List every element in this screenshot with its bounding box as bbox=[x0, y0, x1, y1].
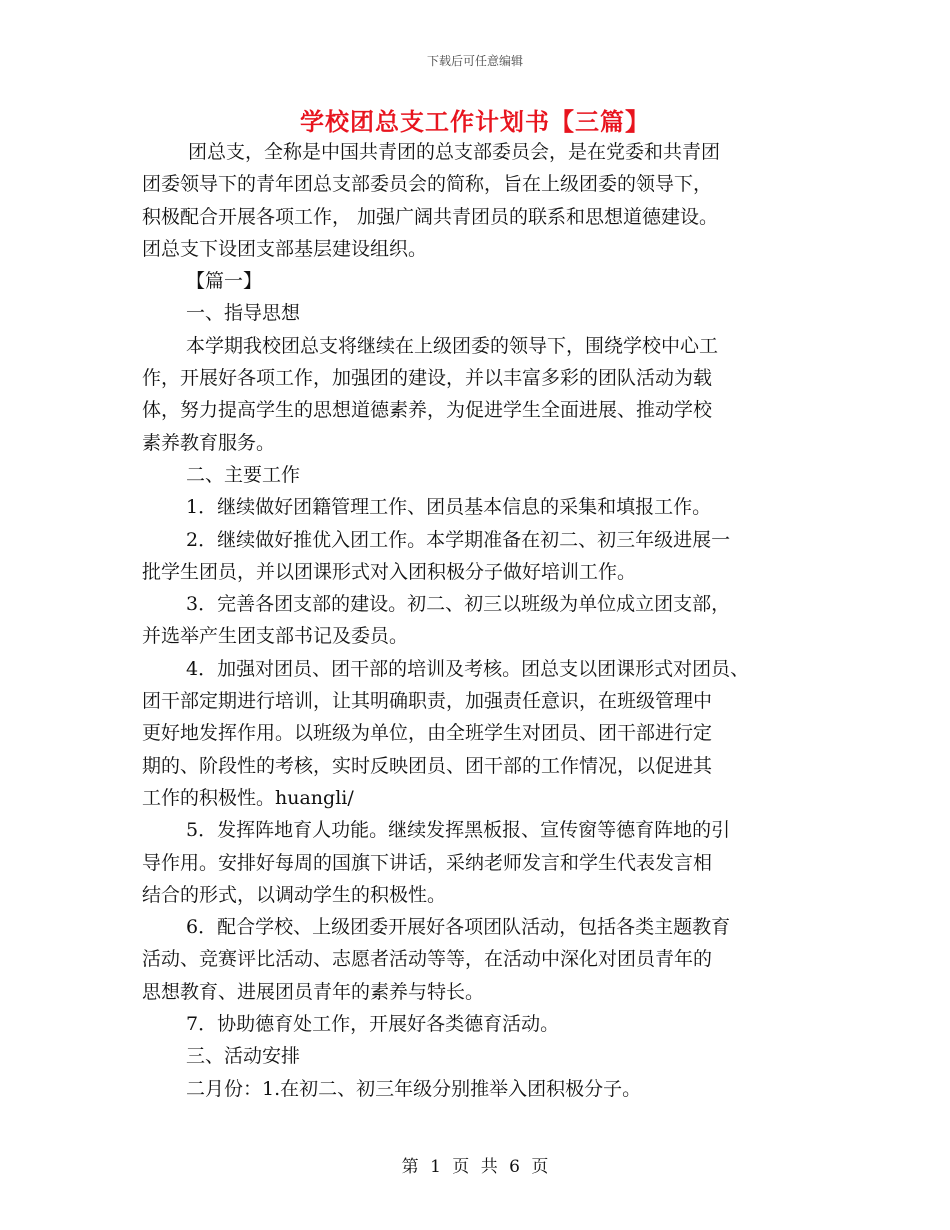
text-line: 作，开展好各项工作，加强团的建设，并以丰富多彩的团队活动为载 bbox=[142, 367, 713, 390]
footer-prefix: 第 bbox=[401, 1157, 419, 1177]
text-line: 团总支下设团支部基层建设组织。 bbox=[142, 237, 428, 260]
page-header: 下载后可任意编辑 bbox=[426, 54, 523, 68]
footer-suffix: 页 bbox=[531, 1157, 549, 1177]
text-line: 7．协助德育处工作，开展好各类德育活动。 bbox=[186, 1013, 560, 1036]
text-line: 更好地发挥作用。以班级为单位，由全班学生对团员、团干部进行定 bbox=[142, 722, 713, 745]
footer-total-word: 共 bbox=[480, 1157, 498, 1177]
text-line: 6．配合学校、上级团委开展好各项团队活动，包括各类主题教育 bbox=[186, 916, 731, 939]
text-line: 【篇一】 bbox=[186, 270, 263, 293]
text-line: 工作的积极性。huangli/ bbox=[142, 786, 354, 809]
text-line: 结合的形式，以调动学生的积极性。 bbox=[142, 883, 447, 906]
text-line: 1．继续做好团籍管理工作、团员基本信息的采集和填报工作。 bbox=[186, 496, 712, 519]
text-line: 三、活动安排 bbox=[186, 1045, 301, 1068]
text-line: 批学生团员，并以团课形式对入团积极分子做好培训工作。 bbox=[142, 560, 637, 583]
text-line: 4．加强对团员、团干部的培训及考核。团总支以团课形式对团员、 bbox=[186, 657, 750, 680]
text-line: 活动、竞赛评比活动、志愿者活动等等，在活动中深化对团员青年的 bbox=[142, 948, 713, 971]
text-line: 团干部定期进行培训，让其明确职责，加强责任意识，在班级管理中 bbox=[142, 690, 713, 713]
text-line: 素养教育服务。 bbox=[142, 431, 276, 454]
text-line: 体，努力提高学生的思想道德素养，为促进学生全面进展、推动学校 bbox=[142, 399, 713, 422]
text-line: 5．发挥阵地育人功能。继续发挥黑板报、宣传窗等德育阵地的引 bbox=[186, 819, 731, 842]
footer-page-number: 1 bbox=[430, 1157, 441, 1177]
text-line: 期的、阶段性的考核，实时反映团员、团干部的工作情况，以促进其 bbox=[142, 754, 713, 777]
document-body bbox=[142, 136, 822, 1105]
page-footer bbox=[0, 1152, 950, 1177]
text-line: 积极配合开展各项工作， 加强广阔共青团员的联系和思想道德建设。 bbox=[142, 205, 719, 228]
text-line: 导作用。安排好每周的国旗下讲话，采纳老师发言和学生代表发言相 bbox=[142, 851, 713, 874]
text-line: 二、主要工作 bbox=[186, 463, 301, 486]
text-line: 二月份：1.在初二、初三年级分别推举入团积极分子。 bbox=[186, 1077, 642, 1100]
text-line: 思想教育、进展团员青年的素养与特长。 bbox=[142, 980, 485, 1003]
text-line: 团委领导下的青年团总支部委员会的简称，旨在上级团委的领导下， bbox=[142, 173, 713, 196]
document-title: 学校团总支工作计划书【三篇】 bbox=[300, 107, 650, 136]
footer-page-word: 页 bbox=[452, 1157, 470, 1177]
text-line: 本学期我校团总支将继续在上级团委的领导下，围绕学校中心工 bbox=[186, 334, 719, 357]
text-line: 3．完善各团支部的建设。初二、初三以班级为单位成立团支部， bbox=[186, 593, 731, 616]
footer-total-pages: 6 bbox=[509, 1157, 520, 1177]
text-line: 一、指导思想 bbox=[186, 302, 301, 325]
text-line: 并选举产生团支部书记及委员。 bbox=[142, 625, 409, 648]
text-line: 2．继续做好推优入团工作。本学期准备在初二、初三年级进展一 bbox=[186, 528, 731, 551]
text-line: 团总支，全称是中国共青团的总支部委员会，是在党委和共青团 bbox=[188, 141, 721, 163]
